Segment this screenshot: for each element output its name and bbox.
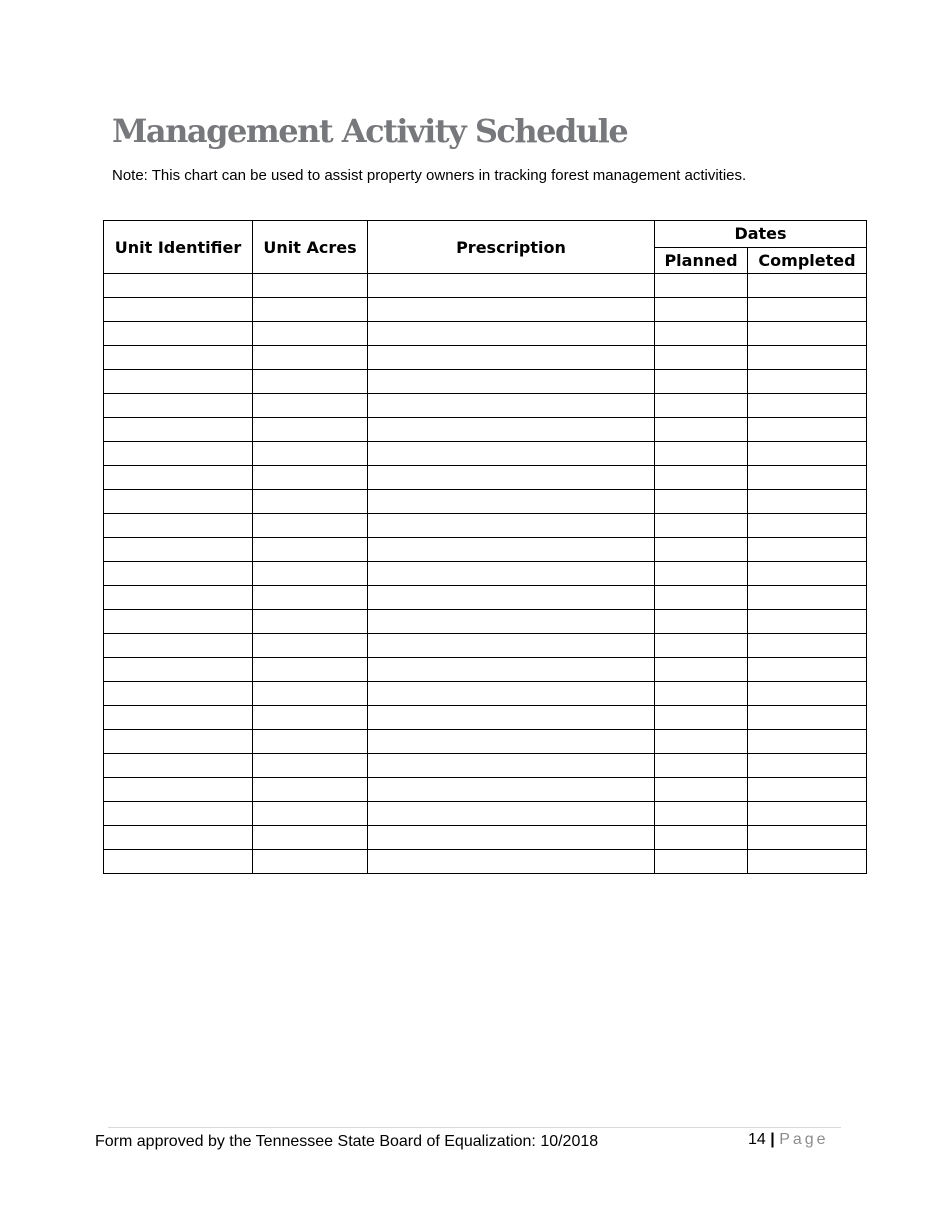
cell-unit-acres[interactable] [253,850,368,874]
header-completed: Completed [748,247,867,274]
table-row [104,610,867,634]
table-row [104,442,867,466]
cell-completed[interactable] [748,802,867,826]
header-unit-identifier: Unit Identifier [104,221,253,274]
table-row [104,274,867,298]
cell-unit-identifier[interactable] [104,514,253,538]
table-row [104,538,867,562]
cell-unit-identifier[interactable] [104,778,253,802]
cell-unit-acres[interactable] [253,706,368,730]
cell-unit-identifier[interactable] [104,538,253,562]
cell-unit-acres[interactable] [253,346,368,370]
cell-planned[interactable] [655,706,748,730]
cell-planned[interactable] [655,418,748,442]
cell-completed[interactable] [748,562,867,586]
cell-completed[interactable] [748,490,867,514]
cell-unit-acres[interactable] [253,754,368,778]
header-planned: Planned [655,247,748,274]
cell-completed[interactable] [748,274,867,298]
cell-completed[interactable] [748,418,867,442]
table-row [104,658,867,682]
cell-prescription[interactable] [368,850,655,874]
table-row [104,562,867,586]
cell-unit-acres[interactable] [253,466,368,490]
cell-prescription[interactable] [368,442,655,466]
page-title: Management Activity Schedule [112,112,628,150]
cell-unit-identifier[interactable] [104,322,253,346]
cell-prescription[interactable] [368,562,655,586]
cell-unit-acres[interactable] [253,490,368,514]
cell-unit-acres[interactable] [253,514,368,538]
cell-unit-acres[interactable] [253,442,368,466]
cell-planned[interactable] [655,490,748,514]
cell-planned[interactable] [655,466,748,490]
cell-completed[interactable] [748,634,867,658]
cell-completed[interactable] [748,394,867,418]
cell-prescription[interactable] [368,514,655,538]
cell-unit-identifier[interactable] [104,418,253,442]
cell-completed[interactable] [748,322,867,346]
cell-planned[interactable] [655,682,748,706]
cell-unit-identifier[interactable] [104,586,253,610]
cell-unit-identifier[interactable] [104,826,253,850]
cell-planned[interactable] [655,442,748,466]
cell-unit-identifier[interactable] [104,466,253,490]
cell-unit-acres[interactable] [253,658,368,682]
cell-completed[interactable] [748,298,867,322]
cell-unit-acres[interactable] [253,634,368,658]
cell-unit-acres[interactable] [253,778,368,802]
cell-unit-acres[interactable] [253,826,368,850]
cell-completed[interactable] [748,754,867,778]
cell-planned[interactable] [655,562,748,586]
cell-completed[interactable] [748,682,867,706]
cell-planned[interactable] [655,826,748,850]
cell-planned[interactable] [655,322,748,346]
cell-prescription[interactable] [368,370,655,394]
table-row [104,802,867,826]
cell-unit-acres[interactable] [253,370,368,394]
cell-planned[interactable] [655,802,748,826]
cell-planned[interactable] [655,394,748,418]
cell-prescription[interactable] [368,538,655,562]
cell-prescription[interactable] [368,490,655,514]
cell-unit-acres[interactable] [253,610,368,634]
page-label: Page [779,1131,829,1148]
cell-unit-acres[interactable] [253,418,368,442]
table-row [104,346,867,370]
cell-prescription[interactable] [368,418,655,442]
table-row [104,418,867,442]
cell-completed[interactable] [748,778,867,802]
cell-unit-acres[interactable] [253,682,368,706]
cell-prescription[interactable] [368,298,655,322]
cell-completed[interactable] [748,370,867,394]
cell-unit-identifier[interactable] [104,562,253,586]
table-row [104,370,867,394]
table-row [104,778,867,802]
cell-completed[interactable] [748,442,867,466]
cell-unit-acres[interactable] [253,730,368,754]
table-row [104,298,867,322]
header-prescription: Prescription [368,221,655,274]
cell-completed[interactable] [748,610,867,634]
table-row [104,634,867,658]
cell-planned[interactable] [655,538,748,562]
page-separator: | [770,1131,775,1148]
cell-prescription[interactable] [368,274,655,298]
header-unit-acres: Unit Acres [253,221,368,274]
cell-unit-acres[interactable] [253,322,368,346]
footer-divider [108,1127,841,1128]
cell-prescription[interactable] [368,682,655,706]
cell-completed[interactable] [748,346,867,370]
cell-unit-identifier[interactable] [104,730,253,754]
cell-unit-identifier[interactable] [104,634,253,658]
cell-unit-identifier[interactable] [104,610,253,634]
cell-planned[interactable] [655,754,748,778]
cell-unit-identifier[interactable] [104,370,253,394]
table-row [104,754,867,778]
table-row [104,322,867,346]
schedule-body [104,274,867,874]
cell-completed[interactable] [748,730,867,754]
cell-prescription[interactable] [368,586,655,610]
cell-planned[interactable] [655,370,748,394]
cell-prescription[interactable] [368,610,655,634]
table-row [104,514,867,538]
cell-unit-identifier[interactable] [104,802,253,826]
cell-planned[interactable] [655,850,748,874]
cell-prescription[interactable] [368,826,655,850]
cell-completed[interactable] [748,706,867,730]
cell-completed[interactable] [748,466,867,490]
cell-prescription[interactable] [368,754,655,778]
activity-schedule-table [103,220,867,874]
page-number-value: 14 [748,1131,766,1148]
cell-prescription[interactable] [368,658,655,682]
cell-unit-identifier[interactable] [104,850,253,874]
note-text: Note: This chart can be used to assist property owners in tracking forest management activities. [112,167,747,184]
cell-unit-identifier[interactable] [104,346,253,370]
cell-prescription[interactable] [368,634,655,658]
table-row [104,706,867,730]
cell-unit-acres[interactable] [253,586,368,610]
cell-unit-identifier[interactable] [104,658,253,682]
cell-prescription[interactable] [368,466,655,490]
cell-completed[interactable] [748,658,867,682]
cell-unit-acres[interactable] [253,298,368,322]
table-row [104,850,867,874]
cell-planned[interactable] [655,658,748,682]
table-row [104,394,867,418]
cell-completed[interactable] [748,586,867,610]
cell-unit-identifier[interactable] [104,274,253,298]
cell-unit-acres[interactable] [253,394,368,418]
cell-unit-identifier[interactable] [104,754,253,778]
cell-prescription[interactable] [368,346,655,370]
header-dates: Dates [655,221,867,248]
cell-planned[interactable] [655,346,748,370]
cell-planned[interactable] [655,586,748,610]
table-row [104,730,867,754]
cell-unit-identifier[interactable] [104,298,253,322]
cell-prescription[interactable] [368,730,655,754]
cell-unit-acres[interactable] [253,802,368,826]
cell-prescription[interactable] [368,778,655,802]
cell-unit-identifier[interactable] [104,682,253,706]
cell-unit-acres[interactable] [253,562,368,586]
cell-planned[interactable] [655,298,748,322]
cell-prescription[interactable] [368,394,655,418]
page-number [748,1131,829,1149]
table-row [104,682,867,706]
cell-completed[interactable] [748,538,867,562]
cell-unit-identifier[interactable] [104,442,253,466]
cell-unit-identifier[interactable] [104,706,253,730]
cell-planned[interactable] [655,514,748,538]
cell-prescription[interactable] [368,802,655,826]
table-row [104,826,867,850]
cell-planned[interactable] [655,610,748,634]
cell-completed[interactable] [748,514,867,538]
cell-planned[interactable] [655,274,748,298]
cell-planned[interactable] [655,634,748,658]
footer-approval: Form approved by the Tennessee State Board of Equalization: 10/2018 [95,1133,599,1150]
cell-unit-acres[interactable] [253,538,368,562]
cell-planned[interactable] [655,778,748,802]
table-row [104,490,867,514]
cell-unit-acres[interactable] [253,274,368,298]
cell-prescription[interactable] [368,706,655,730]
cell-prescription[interactable] [368,322,655,346]
cell-planned[interactable] [655,730,748,754]
table-row [104,466,867,490]
cell-unit-identifier[interactable] [104,490,253,514]
table-row [104,586,867,610]
cell-unit-identifier[interactable] [104,394,253,418]
cell-completed[interactable] [748,850,867,874]
cell-completed[interactable] [748,826,867,850]
